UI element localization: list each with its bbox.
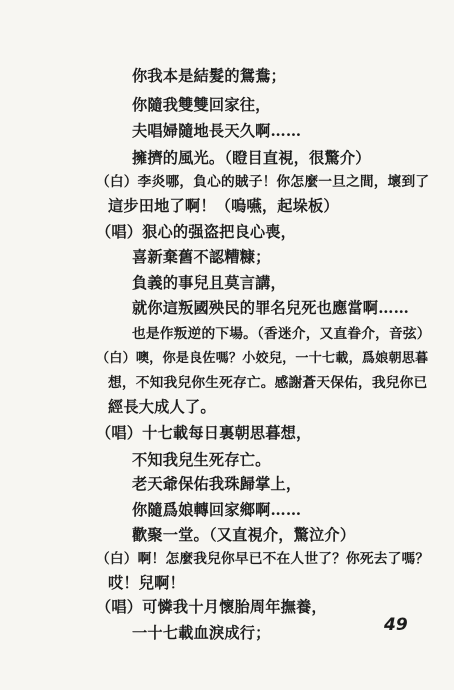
text-line: 想，不知我兒你生死存亡。感謝蒼天保佑，我兒你已 [108,375,428,391]
text-line: 喜新棄舊不認糟糠； [132,248,271,266]
text-line: 這步田地了啊！（嗚嚥，起垛板） [108,197,339,215]
text-line: （白）啊！怎麼我兒你早已不在人世了？你死去了嗎？ [96,551,430,567]
text-line: 你隨我雙雙回家往， [132,96,271,114]
text-line: 負義的事兒且莫言講， [132,274,286,292]
text-line: （唱）可憐我十月懷胎周年撫養， [96,598,327,616]
text-line: 一十七載血淚成行； [132,624,271,642]
text-line: （唱）十七載每日裏朝思暮想， [96,424,312,442]
text-line: 擁擠的風光。（瞪目直視，很驚介） [132,149,371,167]
text-line: 歡聚一堂。（又直視介，驚泣介） [132,526,356,544]
text-line: 經長大成人了。 [108,398,216,416]
text-line: （白）噢，你是良佐嗎？小姣兒，一十七載，爲娘朝思暮 [96,351,429,366]
text-line: 夫唱婦隨地長天久啊…… [132,122,302,140]
text-line: 老天爺保佑我珠歸掌上， [132,475,302,493]
text-line: 哎！兒啊！ [108,574,185,592]
text-line: 也是作叛逆的下場。（香迷介，又直眷介，音弦） [132,326,431,342]
text-line: 就你這叛國殃民的罪名兒死也應當啊…… [132,299,409,317]
text-line: 不知我兒生死存亡。 [132,451,271,469]
text-line: （唱）狠心的强盗把良心喪， [96,223,297,241]
text-line: （白）李炎哪，負心的賊子！你怎麼一旦之間，壞到了 [96,174,430,190]
page-number: 49 [384,615,408,635]
text-line: 你隨爲娘轉回家鄉啊…… [132,501,302,519]
text-line: 你我本是結髮的鴛鴦； [132,67,286,85]
